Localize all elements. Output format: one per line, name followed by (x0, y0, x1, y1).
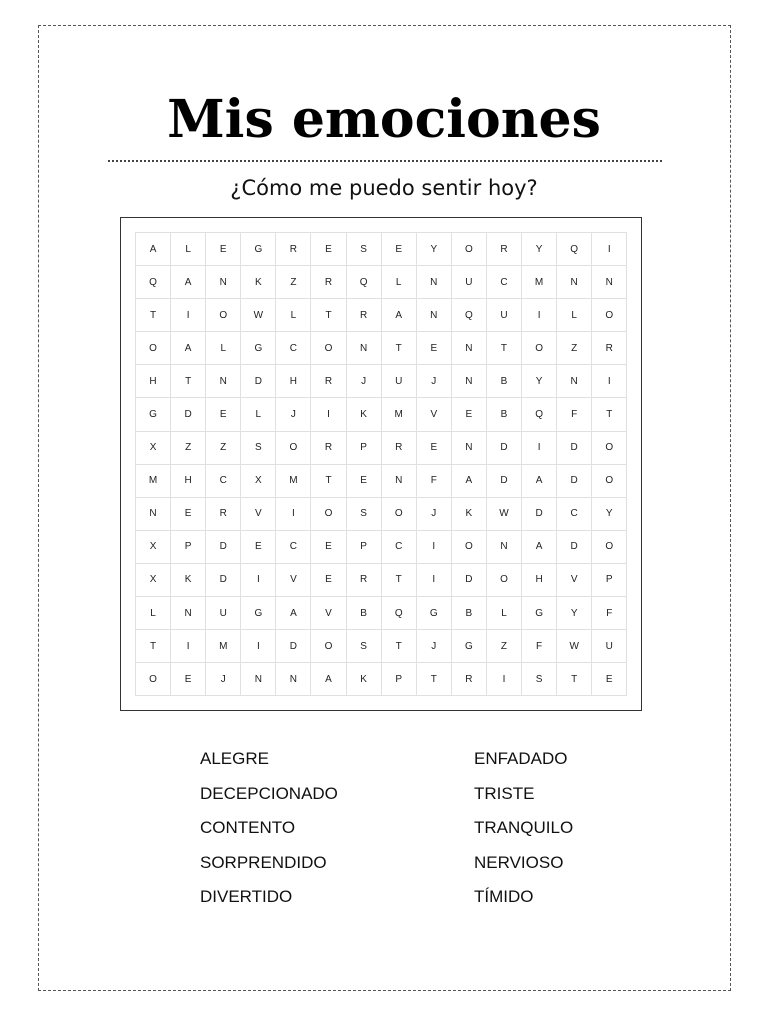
grid-cell: F (592, 597, 627, 630)
grid-cell: G (241, 233, 276, 266)
grid-cell: R (452, 663, 487, 696)
grid-cell: N (452, 365, 487, 398)
grid-cell: R (347, 564, 382, 597)
grid-cell: C (487, 266, 522, 299)
grid-cell: Z (276, 266, 311, 299)
grid-cell: N (452, 332, 487, 365)
grid-cell: U (206, 597, 241, 630)
grid-cell: O (592, 531, 627, 564)
grid-cell: A (276, 597, 311, 630)
grid-cell: A (171, 332, 206, 365)
grid-cell: J (276, 398, 311, 431)
grid-cell: M (276, 465, 311, 498)
grid-cell: I (417, 564, 452, 597)
grid-cell: M (206, 630, 241, 663)
grid-cell: X (136, 432, 171, 465)
grid-cell: A (382, 299, 417, 332)
grid-cell: E (382, 233, 417, 266)
grid-cell: O (206, 299, 241, 332)
grid-cell: F (557, 398, 592, 431)
grid-cell: N (452, 432, 487, 465)
grid-cell: Q (452, 299, 487, 332)
grid-cell: O (592, 432, 627, 465)
grid-cell: N (417, 266, 452, 299)
grid-cell: T (592, 398, 627, 431)
grid-cell: O (522, 332, 557, 365)
grid-cell: C (557, 498, 592, 531)
grid-cell: Q (382, 597, 417, 630)
grid-cell: V (311, 597, 346, 630)
word-search-frame (120, 217, 642, 711)
grid-cell: I (311, 398, 346, 431)
grid-cell: I (487, 663, 522, 696)
grid-cell: I (171, 299, 206, 332)
grid-cell: I (241, 564, 276, 597)
grid-cell: E (592, 663, 627, 696)
grid-cell: Y (557, 597, 592, 630)
grid-cell: H (136, 365, 171, 398)
grid-cell: A (171, 266, 206, 299)
grid-cell: M (382, 398, 417, 431)
grid-cell: B (452, 597, 487, 630)
grid-cell: R (311, 365, 346, 398)
grid-cell: D (557, 531, 592, 564)
grid-cell: N (487, 531, 522, 564)
grid-cell: S (347, 630, 382, 663)
grid-cell: Q (347, 266, 382, 299)
grid-cell: D (487, 432, 522, 465)
grid-cell: R (311, 266, 346, 299)
grid-cell: E (171, 498, 206, 531)
grid-cell: O (311, 630, 346, 663)
grid-cell: E (206, 398, 241, 431)
grid-cell: A (522, 465, 557, 498)
grid-cell: C (276, 531, 311, 564)
grid-cell: O (592, 299, 627, 332)
grid-cell: L (241, 398, 276, 431)
grid-cell: P (347, 531, 382, 564)
grid-cell: E (311, 233, 346, 266)
word-list-item: NERVIOSO (474, 852, 564, 872)
grid-cell: A (136, 233, 171, 266)
grid-cell: P (592, 564, 627, 597)
grid-cell: J (206, 663, 241, 696)
word-list-item: ALEGRE (200, 749, 269, 768)
grid-cell: D (276, 630, 311, 663)
grid-cell: I (522, 432, 557, 465)
grid-cell: M (136, 465, 171, 498)
grid-cell: O (382, 498, 417, 531)
grid-cell: L (276, 299, 311, 332)
grid-cell: E (206, 233, 241, 266)
grid-cell: Z (206, 432, 241, 465)
grid-cell: E (452, 398, 487, 431)
grid-cell: G (136, 398, 171, 431)
grid-cell: S (522, 663, 557, 696)
grid-cell: R (487, 233, 522, 266)
grid-cell: W (241, 299, 276, 332)
grid-cell: P (171, 531, 206, 564)
grid-cell: G (417, 597, 452, 630)
word-list-item: CONTENTO (200, 818, 296, 837)
grid-cell: D (557, 465, 592, 498)
grid-cell: E (417, 432, 452, 465)
grid-cell: E (347, 465, 382, 498)
grid-cell: T (487, 332, 522, 365)
grid-cell: L (171, 233, 206, 266)
grid-cell: N (592, 266, 627, 299)
grid-cell: U (452, 266, 487, 299)
grid-cell: H (276, 365, 311, 398)
grid-cell: R (206, 498, 241, 531)
grid-cell: J (417, 630, 452, 663)
grid-cell: K (347, 398, 382, 431)
grid-cell: J (347, 365, 382, 398)
grid-cell: U (382, 365, 417, 398)
grid-cell: Q (557, 233, 592, 266)
grid-cell: R (311, 432, 346, 465)
grid-cell: D (206, 531, 241, 564)
grid-cell: D (452, 564, 487, 597)
grid-cell: E (241, 531, 276, 564)
word-list-item: TRANQUILO (474, 818, 574, 837)
grid-cell: O (592, 465, 627, 498)
grid-cell: N (241, 663, 276, 696)
dotted-divider (108, 160, 662, 162)
word-list-item: TÍMIDO (474, 887, 534, 906)
grid-cell: J (417, 498, 452, 531)
grid-cell: P (382, 663, 417, 696)
grid-cell: C (382, 531, 417, 564)
grid-cell: N (276, 663, 311, 696)
grid-cell: L (206, 332, 241, 365)
grid-cell: J (417, 365, 452, 398)
grid-cell: Z (487, 630, 522, 663)
grid-cell: E (171, 663, 206, 696)
page-subtitle: ¿Cómo me puedo sentir hoy? (230, 176, 538, 200)
grid-cell: Y (417, 233, 452, 266)
grid-cell: V (276, 564, 311, 597)
grid-cell: D (171, 398, 206, 431)
word-list-item: ENFADADO (474, 749, 568, 768)
grid-cell: D (206, 564, 241, 597)
grid-cell: R (382, 432, 417, 465)
grid-cell: A (311, 663, 346, 696)
grid-cell: Z (171, 432, 206, 465)
grid-cell: G (522, 597, 557, 630)
grid-cell: K (171, 564, 206, 597)
word-list (200, 746, 620, 919)
grid-cell: S (347, 498, 382, 531)
grid-cell: K (241, 266, 276, 299)
page-title: Mis emociones (167, 89, 601, 150)
grid-cell: N (417, 299, 452, 332)
grid-cell: S (347, 233, 382, 266)
grid-cell: O (487, 564, 522, 597)
grid-cell: O (452, 233, 487, 266)
grid-cell: X (136, 531, 171, 564)
grid-cell: G (452, 630, 487, 663)
grid-cell: T (382, 564, 417, 597)
grid-cell: N (171, 597, 206, 630)
grid-cell: V (557, 564, 592, 597)
word-search-grid (135, 232, 627, 696)
grid-cell: N (347, 332, 382, 365)
grid-cell: I (522, 299, 557, 332)
grid-cell: F (522, 630, 557, 663)
grid-cell: T (311, 299, 346, 332)
grid-cell: N (557, 266, 592, 299)
word-list-item: TRISTE (474, 783, 535, 803)
grid-cell: B (347, 597, 382, 630)
word-list-item: DECEPCIONADO (200, 783, 338, 803)
grid-cell: W (557, 630, 592, 663)
grid-cell: Y (592, 498, 627, 531)
grid-cell: G (241, 332, 276, 365)
grid-cell: N (206, 365, 241, 398)
grid-cell: H (171, 465, 206, 498)
grid-cell: P (347, 432, 382, 465)
grid-cell: I (417, 531, 452, 564)
grid-cell: F (417, 465, 452, 498)
grid-cell: T (557, 663, 592, 696)
grid-cell: V (241, 498, 276, 531)
grid-cell: T (171, 365, 206, 398)
grid-cell: A (522, 531, 557, 564)
grid-cell: N (136, 498, 171, 531)
word-list-item: SORPRENDIDO (200, 852, 327, 872)
grid-cell: O (452, 531, 487, 564)
grid-cell: Z (557, 332, 592, 365)
grid-cell: Y (522, 365, 557, 398)
grid-cell: E (417, 332, 452, 365)
grid-cell: T (311, 465, 346, 498)
grid-cell: L (136, 597, 171, 630)
grid-cell: A (452, 465, 487, 498)
grid-cell: D (557, 432, 592, 465)
grid-cell: N (206, 266, 241, 299)
grid-cell: K (452, 498, 487, 531)
grid-cell: X (241, 465, 276, 498)
grid-cell: I (592, 233, 627, 266)
grid-cell: I (171, 630, 206, 663)
grid-cell: T (382, 332, 417, 365)
grid-cell: I (592, 365, 627, 398)
grid-cell: T (136, 630, 171, 663)
grid-cell: R (347, 299, 382, 332)
grid-cell: G (241, 597, 276, 630)
grid-cell: L (487, 597, 522, 630)
grid-cell: D (241, 365, 276, 398)
grid-cell: U (592, 630, 627, 663)
grid-cell: D (487, 465, 522, 498)
grid-cell: I (276, 498, 311, 531)
grid-cell: O (136, 332, 171, 365)
grid-cell: M (522, 266, 557, 299)
grid-cell: O (136, 663, 171, 696)
grid-cell: Q (522, 398, 557, 431)
grid-cell: T (417, 663, 452, 696)
grid-cell: W (487, 498, 522, 531)
grid-cell: V (417, 398, 452, 431)
grid-cell: D (522, 498, 557, 531)
grid-cell: I (241, 630, 276, 663)
grid-cell: O (311, 332, 346, 365)
grid-cell: E (311, 564, 346, 597)
grid-cell: B (487, 398, 522, 431)
grid-cell: U (487, 299, 522, 332)
grid-cell: S (241, 432, 276, 465)
grid-cell: T (382, 630, 417, 663)
grid-cell: C (276, 332, 311, 365)
grid-cell: N (557, 365, 592, 398)
grid-cell: H (522, 564, 557, 597)
grid-cell: N (382, 465, 417, 498)
grid-cell: L (557, 299, 592, 332)
grid-cell: C (206, 465, 241, 498)
grid-cell: L (382, 266, 417, 299)
grid-cell: Y (522, 233, 557, 266)
grid-cell: K (347, 663, 382, 696)
grid-cell: T (136, 299, 171, 332)
grid-cell: R (276, 233, 311, 266)
grid-cell: Q (136, 266, 171, 299)
grid-cell: O (276, 432, 311, 465)
grid-cell: O (311, 498, 346, 531)
grid-cell: E (311, 531, 346, 564)
word-list-item: DIVERTIDO (200, 887, 293, 906)
grid-cell: X (136, 564, 171, 597)
grid-cell: R (592, 332, 627, 365)
grid-cell: B (487, 365, 522, 398)
